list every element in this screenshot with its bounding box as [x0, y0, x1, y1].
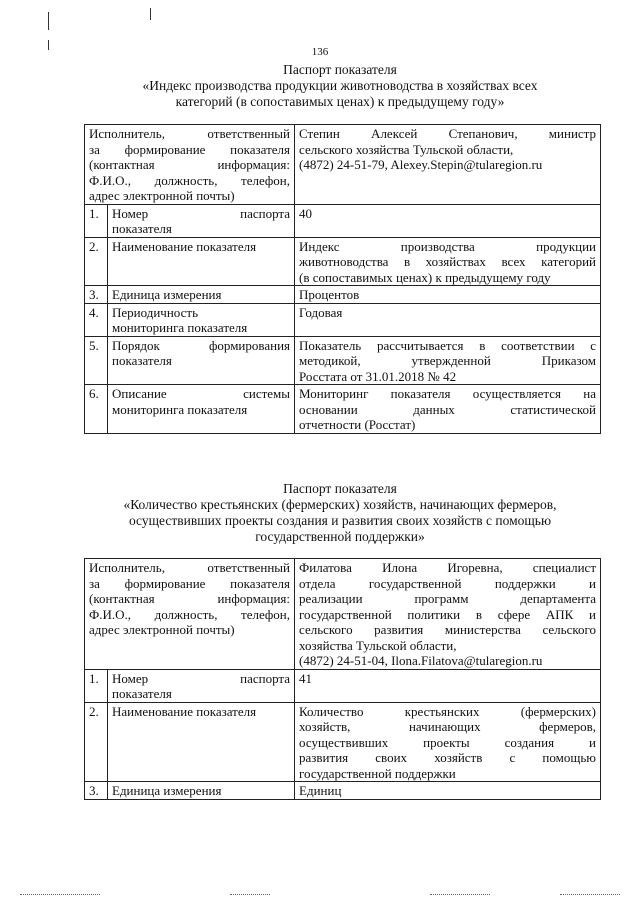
row-value [295, 669, 601, 702]
value-line: 41 [299, 670, 313, 686]
value-line: государственной поддержки [299, 765, 456, 781]
label-line: мониторинга показателя [112, 320, 248, 335]
value-line: сельского развития министерства сельского [299, 622, 597, 637]
label-line: показателя [112, 221, 172, 236]
label-line: за формирование показателя [89, 141, 291, 157]
label-line: Исполнитель, ответственный [89, 126, 291, 141]
scan-artifact-dots [230, 893, 270, 895]
label-line: Номер паспорта [112, 670, 291, 686]
passport-1-title-line: категорий (в сопоставимых ценах) к предыдущему году» [175, 94, 505, 109]
value-line: Количество крестьянских (фермерских) [299, 703, 597, 719]
passport-2-title [60, 481, 620, 545]
value-line: Единиц [299, 783, 342, 798]
value-line: государственной политики в сфере АПК и [299, 606, 597, 622]
value-line: развития своих хозяйств с помощью [299, 750, 597, 765]
value-line: Годовая [299, 304, 343, 320]
passport-2-title-line: государственной поддержки» [255, 529, 425, 544]
row-value [295, 385, 601, 434]
scan-artifact-dots [20, 893, 100, 895]
table-row-executor [85, 559, 601, 670]
scan-artifact-dots [430, 893, 490, 895]
value-line: (4872) 24-51-79, Alexey.Stepin@tularegion.ru [299, 157, 543, 172]
value-line: сельского хозяйства Тульской области, [299, 141, 514, 157]
executor-value-cell [295, 125, 601, 205]
value-line: животноводства в хозяйствах всех категорий [299, 254, 597, 269]
scan-artifact-mark [48, 12, 49, 30]
value-line: хозяйства Тульской области, [299, 637, 457, 653]
row-label [108, 237, 295, 286]
row-value [295, 336, 601, 385]
passport-2-title-line: «Количество крестьянских (фермерских) хозяйств, начинающих фермеров, [123, 497, 557, 512]
table-row [85, 669, 601, 702]
label-line: Ф.И.О., должность, телефон, [89, 606, 291, 622]
value-line: отдела государственной поддержки и [299, 575, 597, 591]
row-number: 4. [85, 303, 108, 336]
row-number: 5. [85, 336, 108, 385]
label-line: (контактная информация: [89, 591, 291, 606]
table-row [85, 385, 601, 434]
scan-artifact-dots [560, 893, 620, 895]
label-line: Порядок формирования [112, 337, 291, 353]
table-row-executor [85, 125, 601, 205]
label-line: за формирование показателя [89, 575, 291, 591]
row-label [108, 702, 295, 782]
row-value [295, 204, 601, 237]
row-label [108, 782, 295, 800]
row-label [108, 336, 295, 385]
row-label [108, 286, 295, 304]
table-row [85, 702, 601, 782]
table-row [85, 782, 601, 800]
executor-label-cell [85, 559, 295, 670]
value-line: основании данных статистической [299, 401, 597, 417]
value-line: 40 [299, 205, 313, 221]
label-line: мониторинга показателя [112, 401, 248, 417]
scan-artifact-mark [48, 40, 49, 50]
label-line: Описание системы [112, 386, 291, 401]
passport-1-title [60, 62, 620, 110]
label-line: Периодичность [112, 304, 199, 320]
label-line: (контактная информация: [89, 157, 291, 172]
table-row [85, 286, 601, 304]
row-number: 3. [85, 286, 108, 304]
value-line: (в сопоставимых ценах) к предыдущему году [299, 269, 551, 285]
label-line: адрес электронной почты) [89, 188, 235, 203]
row-number: 6. [85, 385, 108, 434]
row-number: 2. [85, 237, 108, 286]
scan-artifact-mark [150, 8, 151, 20]
label-line: Единица измерения [112, 287, 222, 302]
value-line: хозяйств, начинающих фермеров, [299, 719, 597, 734]
value-line: Росстата от 31.01.2018 № 42 [299, 368, 457, 384]
label-line: Единица измерения [112, 783, 222, 798]
table-row [85, 303, 601, 336]
value-line: Показатель рассчитывается в соответствии с [299, 337, 597, 353]
value-line: Степин Алексей Степанович, министр [299, 126, 597, 141]
value-line: Филатова Илона Игоревна, специалист [299, 560, 597, 575]
passport-1-title-line: Паспорт показателя [283, 62, 397, 77]
passport-2-table [84, 558, 601, 800]
passport-1-title-line: «Индекс производства продукции животноводства в хозяйствах всех [142, 78, 538, 93]
value-line: методикой, утвержденной Приказом [299, 353, 597, 368]
row-value [295, 286, 601, 304]
row-value [295, 782, 601, 800]
row-value [295, 237, 601, 286]
label-line: показателя [112, 353, 172, 368]
label-line: Номер паспорта [112, 205, 291, 221]
executor-value-cell [295, 559, 601, 670]
passport-1-table [84, 124, 601, 434]
passport-2-title-line: осуществивших проекты создания и развития своих хозяйств с помощью [128, 513, 552, 528]
label-line: Наименование показателя [112, 238, 257, 254]
row-number: 1. [85, 204, 108, 237]
page-number: 136 [311, 46, 329, 58]
label-line: показателя [112, 686, 172, 701]
value-line: (4872) 24-51-04, Ilona.Filatova@tularegion.ru [299, 653, 543, 668]
table-row [85, 204, 601, 237]
row-value [295, 702, 601, 782]
value-line: Процентов [299, 287, 360, 302]
label-line: адрес электронной почты) [89, 622, 235, 637]
value-line: реализации программ департамента [299, 591, 597, 606]
value-line: Мониторинг показателя осуществляется на [299, 386, 597, 401]
row-number: 3. [85, 782, 108, 800]
value-line: осуществивших проекты создания и [299, 734, 597, 750]
value-line: Индекс производства продукции [299, 238, 597, 254]
table-row [85, 336, 601, 385]
table-row [85, 237, 601, 286]
row-number: 2. [85, 702, 108, 782]
label-line: Наименование показателя [112, 703, 257, 719]
row-label [108, 204, 295, 237]
row-label [108, 385, 295, 434]
passport-2-title-line: Паспорт показателя [283, 481, 397, 496]
label-line: Ф.И.О., должность, телефон, [89, 172, 291, 188]
row-label [108, 303, 295, 336]
row-value [295, 303, 601, 336]
label-line: Исполнитель, ответственный [89, 560, 291, 575]
row-label [108, 669, 295, 702]
executor-label-cell [85, 125, 295, 205]
row-number: 1. [85, 669, 108, 702]
value-line: отчетности (Росстат) [299, 417, 416, 432]
